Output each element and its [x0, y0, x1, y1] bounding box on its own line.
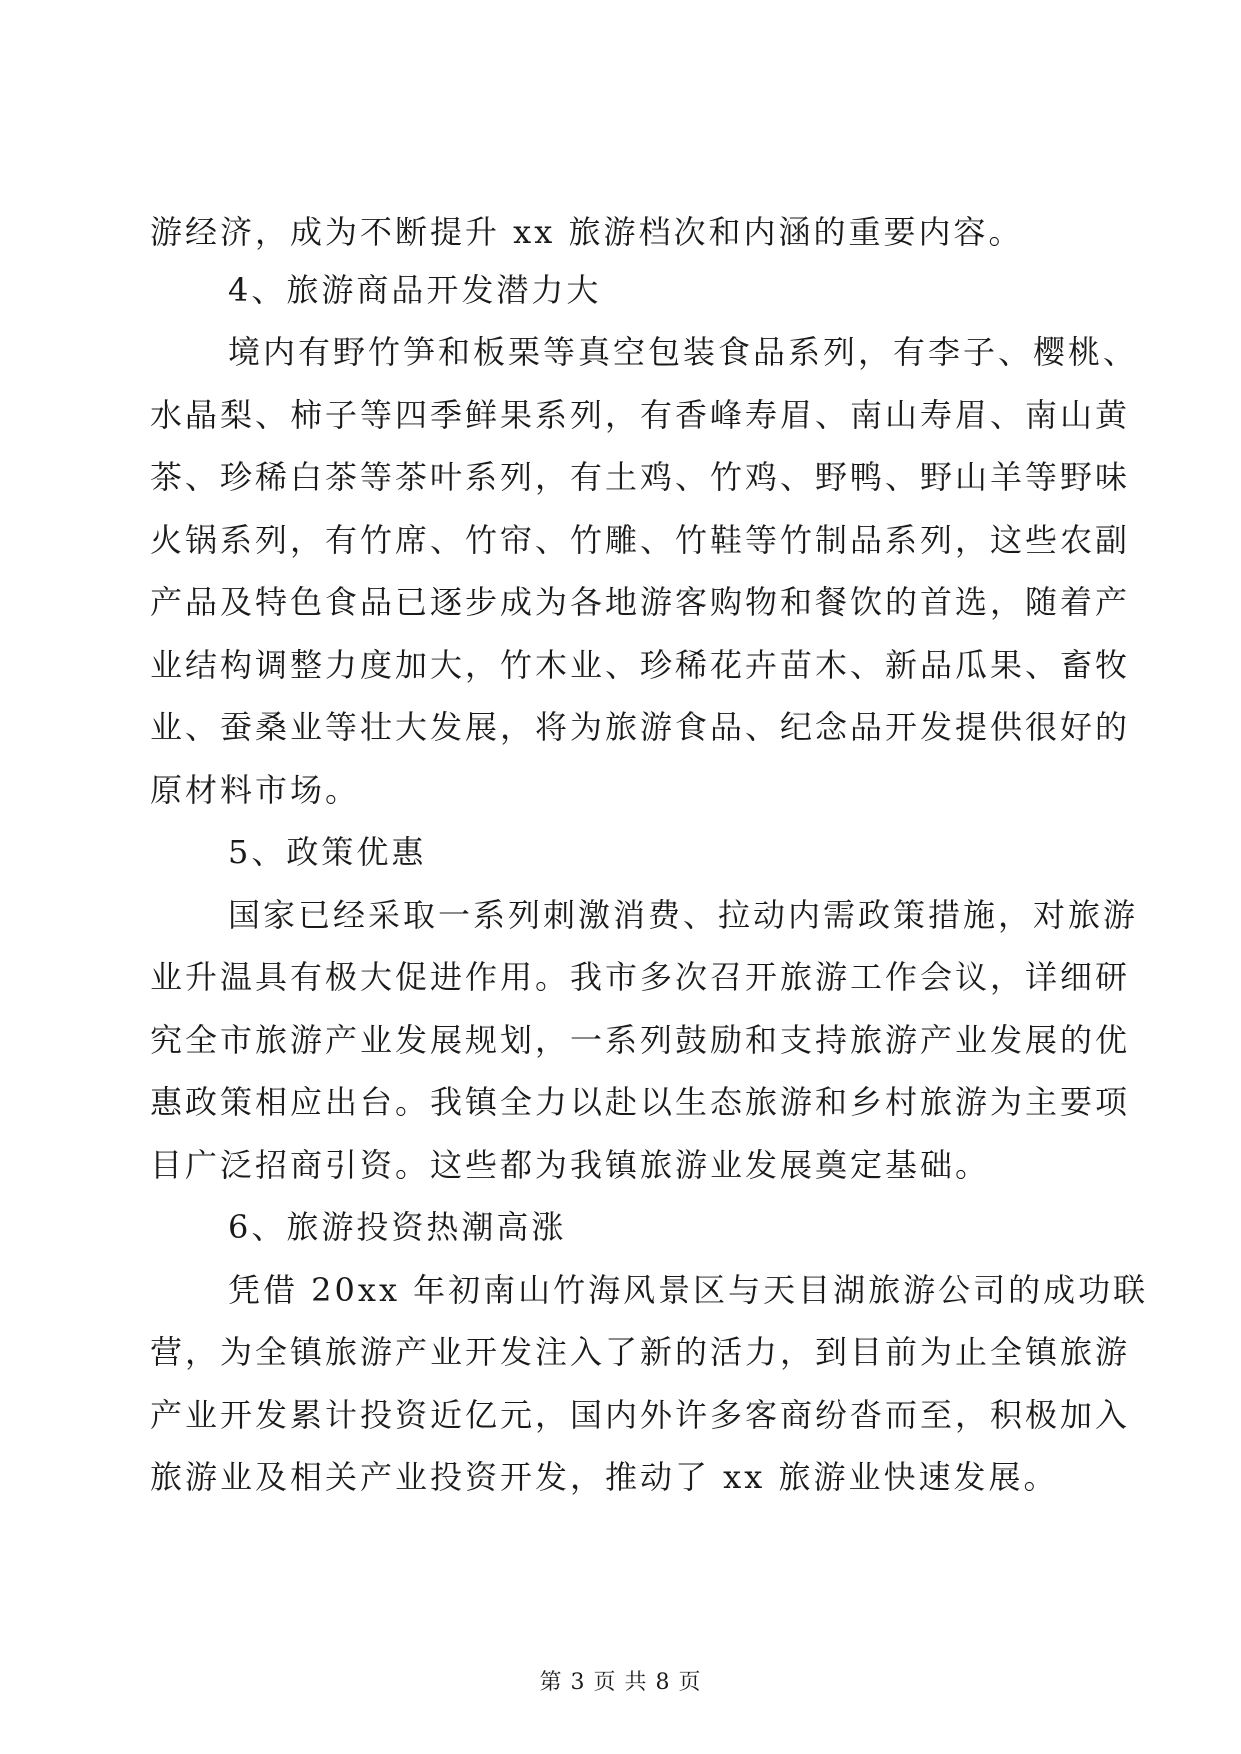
text-line: 业、蚕桑业等壮大发展，将为旅游食品、纪念品开发提供很好的 [150, 708, 1131, 746]
text-line: 产品及特色食品已逐步成为各地游客购物和餐饮的首选，随着产 [150, 583, 1131, 621]
text-line: 产业开发累计投资近亿元，国内外许多客商纷沓而至，积极加入 [150, 1396, 1131, 1434]
text-line: 茶、珍稀白茶等茶叶系列，有土鸡、竹鸡、野鸭、野山羊等野味 [150, 458, 1131, 496]
text-line: 究全市旅游产业发展规划，一系列鼓励和支持旅游产业发展的优 [150, 1021, 1131, 1059]
section-heading-4: 4、旅游商品开发潜力大 [228, 271, 602, 309]
text-line: 惠政策相应出台。我镇全力以赴以生态旅游和乡村旅游为主要项 [150, 1083, 1131, 1121]
text-line: 原材料市场。 [150, 771, 361, 809]
text-line: 国家已经采取一系列刺激消费、拉动内需政策措施，对旅游 [228, 896, 1139, 934]
page-footer: 第 3 页 共 8 页 [539, 1670, 702, 1695]
text-line: 营，为全镇旅游产业开发注入了新的活力，到目前为止全镇旅游 [150, 1333, 1131, 1371]
text-line: 游经济，成为不断提升 xx 旅游档次和内涵的重要内容。 [150, 213, 1024, 251]
text-line: 火锅系列，有竹席、竹帘、竹雕、竹鞋等竹制品系列，这些农副 [150, 521, 1131, 559]
section-heading-6: 6、旅游投资热潮高涨 [228, 1208, 567, 1246]
text-line: 业结构调整力度加大，竹木业、珍稀花卉苗木、新品瓜果、畜牧 [150, 646, 1131, 684]
text-line: 业升温具有极大促进作用。我市多次召开旅游工作会议，详细研 [150, 958, 1131, 996]
text-line: 凭借 20xx 年初南山竹海风景区与天目湖旅游公司的成功联 [228, 1271, 1149, 1309]
text-line: 境内有野竹笋和板栗等真空包装食品系列，有李子、樱桃、 [228, 333, 1139, 371]
text-line: 水晶梨、柿子等四季鲜果系列，有香峰寿眉、南山寿眉、南山黄 [150, 396, 1131, 434]
section-heading-5: 5、政策优惠 [228, 833, 427, 871]
text-line: 目广泛招商引资。这些都为我镇旅游业发展奠定基础。 [150, 1146, 991, 1184]
text-line: 旅游业及相关产业投资开发，推动了 xx 旅游业快速发展。 [150, 1458, 1059, 1496]
